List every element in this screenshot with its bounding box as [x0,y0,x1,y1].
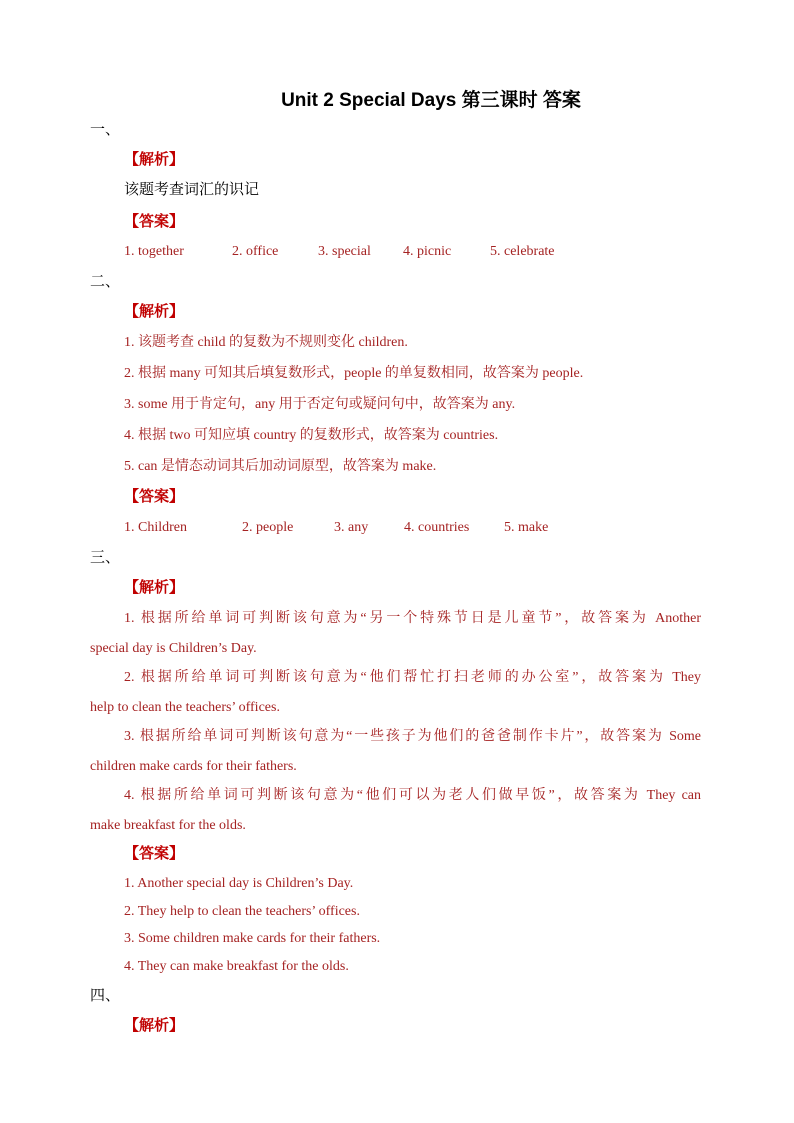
answer-item: 5. celebrate [490,244,555,259]
section-1-answers [124,242,555,262]
section-3-analysis-line: 3. 根据所给单词可判断该句意为“一些孩子为他们的爸爸制作卡片”，故答案为 Some [124,729,701,744]
section-2-analysis-line: 5. can 是情态动词其后加动词原型，故答案为 make. [124,459,437,474]
answer-item: 4. countries [404,520,470,535]
section-1-analysis: 该题考查词汇的识记 [124,182,260,198]
section-3-answer-line: 4. They can make breakfast for the olds. [124,959,349,974]
answer-item: 2. office [232,244,279,259]
section-1-heading: 一、 [90,122,121,138]
section-3-answer-tag: 【答案】 [124,846,185,862]
section-3-analysis-continuation: special day is Children’s Day. [90,641,257,656]
section-3-answer-line: 3. Some children make cards for their fathers. [124,931,381,946]
section-3-analysis-tag: 【解析】 [124,580,185,596]
section-2-analysis-line: 1. 该题考查 child 的复数为不规则变化 children. [124,335,408,350]
section-2-analysis-line: 2. 根据 many 可知其后填复数形式，people 的单复数相同，故答案为 people. [124,366,584,381]
answer-item: 2. people [242,520,294,535]
section-3-analysis-continuation: children make cards for their fathers. [90,759,297,774]
section-2-analysis-line: 3. some 用于肯定句，any 用于否定句或疑问句中，故答案为 any. [124,397,516,412]
section-2-analysis-line: 4. 根据 two 可知应填 country 的复数形式，故答案为 countries. [124,428,499,443]
section-3-analysis-continuation: help to clean the teachers’ offices. [90,700,280,715]
answer-item: 5. make [504,520,549,535]
answer-item: 1. Children [124,520,187,535]
section-1-analysis-tag: 【解析】 [124,152,185,168]
section-3-analysis-continuation: make breakfast for the olds. [90,818,246,833]
section-3-answer-line: 2. They help to clean the teachers’ offices. [124,904,360,919]
section-4-analysis-tag: 【解析】 [124,1018,185,1034]
section-2-analysis-tag: 【解析】 [124,304,185,320]
section-3-analysis-line: 2. 根据所给单词可判断该句意为“他们帮忙打扫老师的办公室”，故答案为 They [124,670,701,685]
page-title: Unit 2 Special Days 第三课时 答案 [281,90,581,111]
answer-item: 3. any [334,520,369,535]
section-3-analysis-line: 1. 根据所给单词可判断该句意为“另一个特殊节日是儿童节”，故答案为 Another [124,611,701,626]
section-4-heading: 四、 [90,988,121,1004]
answer-item: 4. picnic [403,244,452,259]
section-3-answer-line: 1. Another special day is Children’s Day. [124,876,354,891]
section-3-analysis-line: 4. 根据所给单词可判断该句意为“他们可以为老人们做早饭”，故答案为 They can [124,788,701,803]
section-1-answer-tag: 【答案】 [124,214,185,230]
answer-item: 3. special [318,244,371,259]
section-2-answer-tag: 【答案】 [124,489,185,505]
section-3-heading: 三、 [90,550,121,566]
answer-item: 1. together [124,244,184,259]
section-2-answers [124,518,548,538]
section-2-heading: 二、 [90,274,121,290]
